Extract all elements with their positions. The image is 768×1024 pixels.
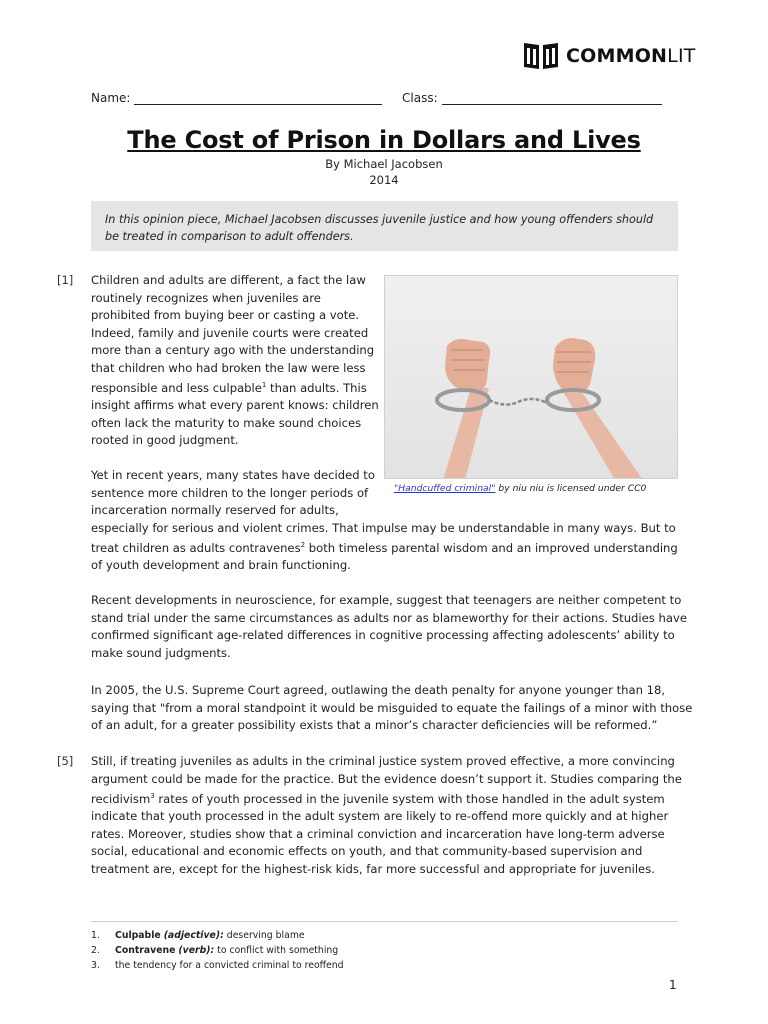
commonlit-logo [522,40,696,72]
brand-name: COMMONLIT [566,45,696,67]
paragraph-2: Yet in recent years, many states have decided to sentence more children to the longer periods of incarceration normally reserved for adults, especially for serious and violent crimes. That impulse may be understandable in many ways. But to treat children as adults contravenes$^2$ both timeless parental wisdom and an improved understanding of youth development and brain functioning. [91,468,678,573]
article-title: The Cost of Prison in Dollars and Lives [127,126,641,154]
paragraph-3: Recent developments in neuroscience, for example, suggest that teenagers are neither competent to stand trial under the same circumstances as adults nor as blameworthy for their actions. Studies have confirmed significant age-related differences in cognitive processing affecting adolescents’ ability to make sound judgments. [91,593,687,660]
class-field[interactable] [402,90,662,105]
footnotes [91,928,344,973]
paragraph-number-1: [1] [57,273,74,287]
name-line[interactable] [134,90,382,105]
footnote-ref-3: 3 [150,792,155,800]
page-number: 1 [669,978,677,992]
footnote-item: 1. Culpable (adjective): deserving blame [91,930,305,941]
caption-link[interactable]: "Handcuffed criminal" [394,483,496,494]
image-caption: "Handcuffed criminal" by niu niu is licensed under CC0 [394,483,647,494]
paragraph-5: Still, if treating juveniles as adults in the criminal justice system proved effective, a more convincing argument could be made for the practice. But the evidence doesn’t support it. Studies comparing the recidivism$^3$ rates of youth processed in the juvenile system with those handled in the adult system indicate that youth processed in the adult system are likely to re-offend more quickly and at higher rates. Moreover, studies show that a criminal conviction and incarceration have long-term adverse social, educational and economic effects on youth, and that community-based supervision and treatment are, except for the highest-risk kids, far more successful and appropriate for juveniles. [91,754,682,876]
footnote-ref-2: 2 [300,541,306,549]
paragraph-1: Children and adults are different, a fact the law routinely recognizes when juveniles are prohibited from buying beer or casting a vote. Indeed, family and juvenile courts were created more than a century ago with the understanding that children who had broken the law were less responsible and less culpable$^1$ than adults. This insight affirms what every parent knows: children often lack the maturity to make sound choices rooted in good judgment. [91,273,379,448]
name-field[interactable] [91,90,382,105]
footnote-item: 3. the tendency for a convicted criminal to reoffend [91,960,344,971]
handcuffed-hands-photo [384,275,678,479]
article-year: 2014 [369,173,399,187]
paragraph-4: In 2005, the U.S. Supreme Court agreed, outlawing the death penalty for anyone younger than 18, saying that "from a moral standpoint it would be misguided to equate the failings of a minor with those of an adult, for a greater possibility exists that a minor’s character deficiencies will be reformed.” [91,683,693,732]
name-label: Name: [91,91,131,105]
footnote-divider [91,921,678,922]
class-line[interactable] [442,90,662,105]
article-author: By Michael Jacobsen [325,157,443,171]
class-label: Class: [402,91,438,105]
intro-box: In this opinion piece, Michael Jacobsen discusses juvenile justice and how young offenders should be treated in comparison to adult offenders. [91,201,678,251]
footnote-item: 2. Contravene (verb): to conflict with something [91,945,339,956]
footnote-ref-1: 1 [261,381,267,389]
open-book-icon [522,41,560,71]
paragraph-number-5: [5] [57,754,74,768]
